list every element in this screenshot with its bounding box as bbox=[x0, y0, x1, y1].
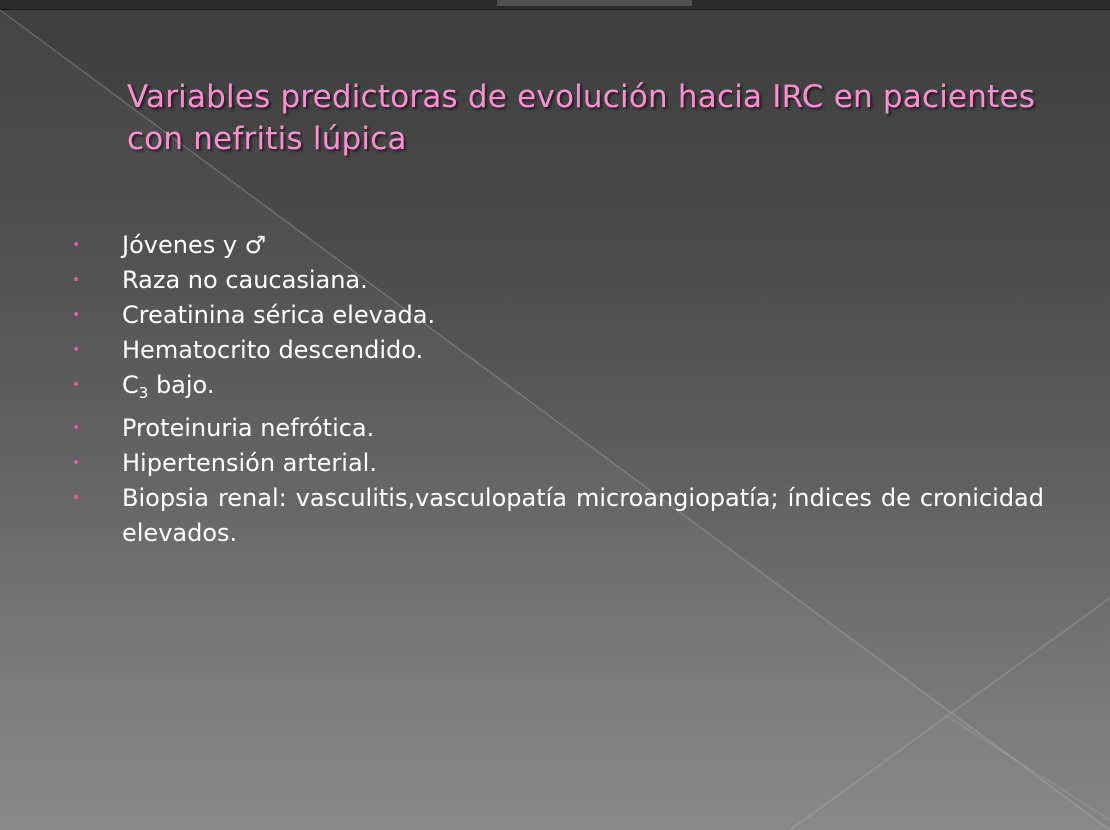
bullet-dot-icon: • bbox=[72, 237, 81, 253]
bullet-text: Biopsia renal: vasculitis,vasculopatía microangiopatía; índices de cronicidad elevados. bbox=[122, 484, 1044, 547]
bullet-text: Jóvenes y ♂ bbox=[122, 231, 267, 259]
bullet-item bbox=[72, 411, 1044, 446]
bullet-item bbox=[72, 481, 1044, 551]
bullet-text: Hematocrito descendido. bbox=[122, 336, 424, 364]
bullet-dot-icon: • bbox=[72, 420, 81, 436]
bullet-text: Creatinina sérica elevada. bbox=[122, 301, 436, 329]
bullet-text-rest: bajo. bbox=[148, 371, 215, 399]
bullet-text bbox=[122, 371, 215, 402]
bullet-dot-icon: • bbox=[72, 272, 81, 288]
bullet-dot-icon: • bbox=[72, 490, 81, 506]
bullet-item bbox=[72, 368, 1044, 411]
bullet-text: Raza no caucasiana. bbox=[122, 266, 368, 294]
bullet-list bbox=[72, 228, 1044, 551]
bullet-text: Proteinuria nefrótica. bbox=[122, 414, 375, 442]
bullet-text: Hipertensión arterial. bbox=[122, 449, 377, 477]
bullet-text-subscript: 3 bbox=[138, 384, 149, 402]
bullet-item bbox=[72, 333, 1044, 368]
bullet-dot-icon: • bbox=[72, 377, 81, 393]
bullet-item bbox=[72, 263, 1044, 298]
bullet-dot-icon: • bbox=[72, 342, 81, 358]
bullet-item bbox=[72, 298, 1044, 333]
bullet-item bbox=[72, 228, 1044, 263]
bullet-dot-icon: • bbox=[72, 455, 81, 471]
slide-title: Variables predictoras de evolución hacia IRC en pacientes con nefritis lúpica bbox=[127, 79, 1036, 157]
bullet-item bbox=[72, 446, 1044, 481]
bullet-dot-icon: • bbox=[72, 307, 81, 323]
bullet-text-main: C bbox=[122, 371, 139, 399]
